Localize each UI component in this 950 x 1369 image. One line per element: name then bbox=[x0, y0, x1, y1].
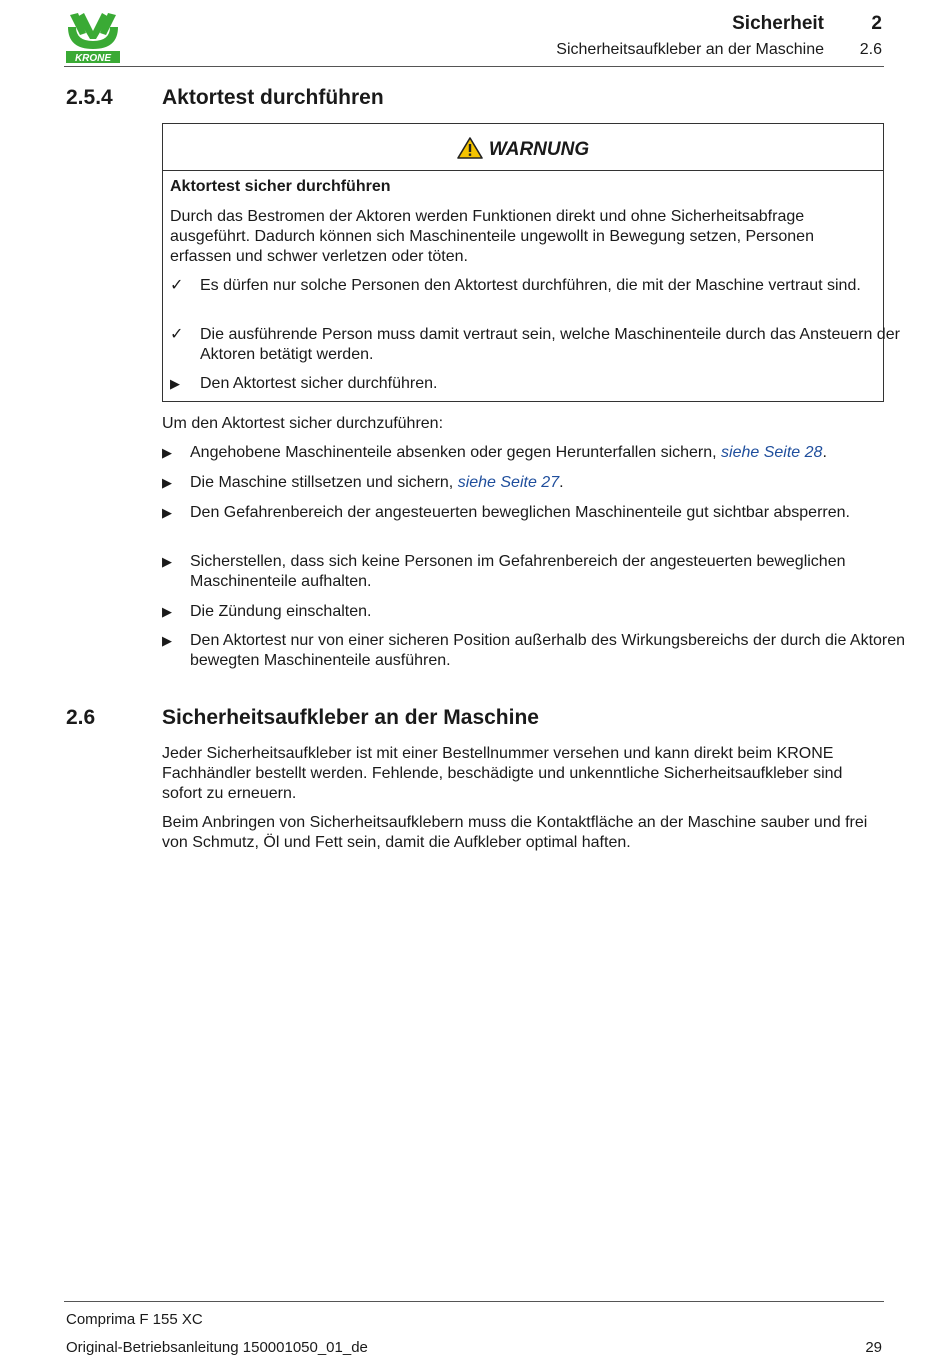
footer-document: Original-Betriebsanleitung 150001050_01_de bbox=[66, 1339, 368, 1356]
section-26-paragraph: Jeder Sicherheitsaufkleber ist mit einer Bestellnummer versehen und kann direkt beim KRONE Fachhändler bestellt werden. Fehlende, beschädigte und unkenntliche Sicherheitsaufkleber sind sofort zu erneuern. bbox=[162, 745, 843, 802]
action-arrow-icon: ▶ bbox=[170, 376, 180, 391]
bullet-arrow-icon: ▶ bbox=[162, 505, 172, 520]
section-26-title: Sicherheitsaufkleber an der Maschine bbox=[162, 706, 539, 729]
footer-page-number: 29 bbox=[865, 1339, 882, 1356]
procedure-step: ▶ Den Gefahrenbereich der angesteuerten beweglichen Maschinenteile gut sichtbar absperren. bbox=[162, 504, 850, 521]
page-link[interactable]: siehe Seite 27 bbox=[457, 474, 560, 491]
page-link[interactable]: siehe Seite 28 bbox=[721, 444, 823, 461]
procedure-step: ▶ Angehobene Maschinenteile absenken oder gegen Herunterfallen sichern, siehe Seite 28. bbox=[162, 444, 827, 461]
footer-rule bbox=[64, 1301, 884, 1302]
warning-triangle-icon bbox=[457, 137, 483, 159]
warning-header bbox=[163, 124, 883, 171]
check-icon: ✓ bbox=[170, 277, 184, 294]
bullet-arrow-icon: ▶ bbox=[162, 604, 172, 619]
krone-logo bbox=[64, 9, 122, 65]
section-26-number: 2.6 bbox=[66, 706, 96, 729]
warning-text: Durch das Bestromen der Aktoren werden Funktionen direkt und ohne Sicherheitsabfrage ausgeführt. Dadurch können sich Maschinenteile ungewollt in Bewegung setzen, Personen erfassen und schwer verletzen oder töten. bbox=[170, 208, 814, 265]
warning-check-item: ✓ Es dürfen nur solche Personen den Aktortest durchführen, die mit der Maschine vertraut sind. bbox=[170, 277, 861, 294]
bullet-arrow-icon: ▶ bbox=[162, 554, 172, 569]
section-254-number: 2.5.4 bbox=[66, 86, 113, 109]
bullet-arrow-icon: ▶ bbox=[162, 475, 172, 490]
logo-wordmark: KRONE bbox=[74, 53, 112, 64]
procedure-step: ▶ Sicherstellen, dass sich keine Personen im Gefahrenbereich der angesteuerten beweglichen Maschinenteile aufhalten. bbox=[162, 553, 846, 590]
bullet-arrow-icon: ▶ bbox=[162, 445, 172, 460]
warning-action-item: ▶ Den Aktortest sicher durchführen. bbox=[170, 375, 438, 392]
warning-box bbox=[162, 123, 900, 402]
section-254-title: Aktortest durchführen bbox=[162, 86, 384, 109]
procedure-step: ▶ Die Zündung einschalten. bbox=[162, 603, 372, 620]
procedure-step: ▶ Die Maschine stillsetzen und sichern, siehe Seite 27. bbox=[162, 474, 564, 491]
procedure-intro: Um den Aktortest sicher durchzuführen: bbox=[162, 415, 444, 432]
header-subsection-number: 2.6 bbox=[859, 41, 882, 58]
check-icon: ✓ bbox=[170, 326, 184, 343]
section-26-paragraph: Beim Anbringen von Sicherheitsaufklebern muss die Kontaktfläche an der Maschine sauber und frei von Schmutz, Öl und Fett sein, damit die Aufkleber optimal haften. bbox=[162, 814, 868, 851]
bullet-arrow-icon: ▶ bbox=[162, 633, 172, 648]
footer-product: Comprima F 155 XC bbox=[66, 1311, 203, 1328]
header-section-number: 2 bbox=[871, 13, 882, 34]
warning-heading: Aktortest sicher durchführen bbox=[170, 178, 391, 195]
warning-check-item: ✓ Die ausführende Person muss damit vertraut sein, welche Maschinenteile durch das Ansteuern der Aktoren betätigt werden. bbox=[170, 326, 900, 363]
warning-signal-word: WARNUNG bbox=[488, 139, 590, 160]
header-rule bbox=[64, 66, 884, 67]
header-section-title: Sicherheit bbox=[732, 13, 824, 34]
header-subsection-title: Sicherheitsaufkleber an der Maschine bbox=[556, 41, 824, 58]
procedure-step: ▶ Den Aktortest nur von einer sicheren Position außerhalb des Wirkungsbereichs der durch die Aktoren bewegten Maschinenteile ausführen. bbox=[162, 632, 906, 669]
